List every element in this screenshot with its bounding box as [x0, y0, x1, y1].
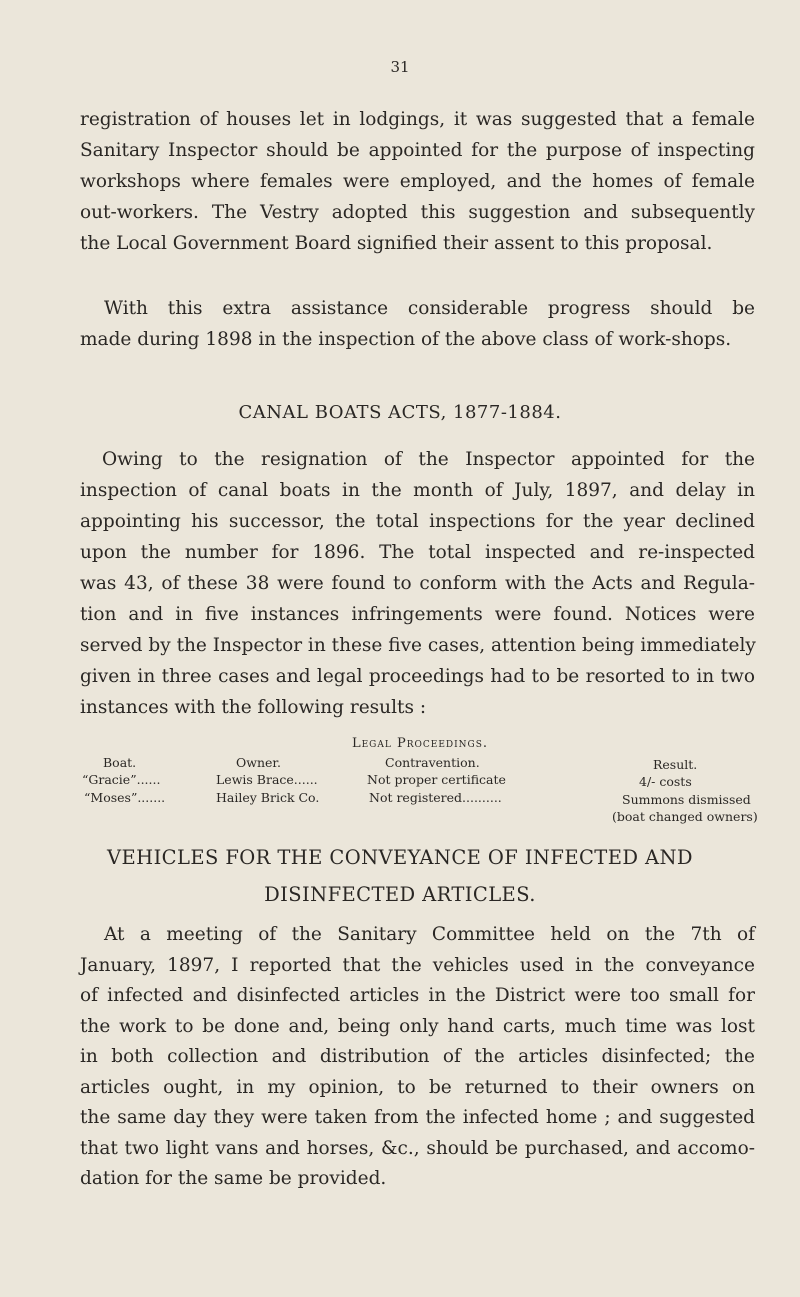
cell-result-note: (boat changed owners)	[612, 809, 758, 824]
cell-contravention: Not proper certificate	[367, 772, 506, 787]
text-line: appointing his successor, the total inspections for the year declined	[80, 511, 755, 532]
cell-result: Summons dismissed	[622, 792, 751, 807]
text-line: Owing to the resignation of the Inspector appointed for the	[102, 449, 755, 470]
text-line: registration of houses let in lodgings, it was suggested that a female	[80, 109, 755, 130]
cell-result: 4/- costs	[639, 774, 692, 789]
text-line: the Local Government Board signified their assent to this proposal.	[80, 233, 713, 254]
text-line: the work to be done and, being only hand carts, much time was lost	[80, 1015, 755, 1037]
text-line: articles ought, in my opinion, to be returned to their owners on	[80, 1076, 755, 1098]
text-line: At a meeting of the Sanitary Committee held on the 7th of	[104, 924, 755, 945]
text-line: inspection of canal boats in the month of July, 1897, and delay in	[80, 480, 755, 501]
text-line: the same day they were taken from the infected home ; and suggested	[80, 1107, 755, 1128]
text-line: January, 1897, I reported that the vehicles used in the conveyance	[80, 954, 755, 976]
table-title: Legal Proceedings.	[351, 736, 489, 751]
text-line: Sanitary Inspector should be appointed for the purpose of inspecting	[80, 140, 755, 161]
column-header-boat: Boat.	[103, 755, 137, 770]
paragraph-extra-assistance	[80, 293, 755, 355]
paragraph-vehicles	[80, 920, 755, 1195]
cell-owner: Lewis Brace......	[216, 772, 318, 787]
text-line: in both collection and distribution of the articles disinfected; the	[80, 1046, 755, 1067]
cell-contravention: Not registered..........	[369, 790, 502, 805]
text-line: of infected and disinfected articles in the District were too small for	[80, 985, 755, 1006]
text-line: out-workers. The Vestry adopted this suggestion and subsequently	[80, 202, 755, 223]
column-header-contravention: Contravention.	[385, 755, 480, 770]
paragraph-lodgings	[80, 104, 755, 259]
text-line: was 43, of these 38 were found to conform with the Acts and Regula-	[80, 573, 755, 594]
text-line: dation for the same be provided.	[80, 1168, 387, 1189]
text-line: instances with the following results :	[80, 697, 427, 718]
cell-owner: Hailey Brick Co.	[216, 790, 320, 805]
text-line: upon the number for 1896. The total inspected and re-inspected	[80, 542, 755, 563]
heading-vehicles-line-2: DISINFECTED ARTICLES.	[264, 883, 536, 906]
column-header-owner: Owner.	[236, 755, 281, 770]
paragraph-canal-boats	[80, 444, 755, 723]
text-line: tion and in five instances infringements were found. Notices were	[80, 604, 755, 625]
heading-vehicles-line-1: VEHICLES FOR THE CONVEYANCE OF INFECTED AND	[107, 846, 693, 869]
text-line: given in three cases and legal proceedings had to be resorted to in two	[80, 666, 755, 687]
page-number: 31	[390, 58, 410, 76]
text-line: served by the Inspector in these five cases, attention being immediately	[80, 635, 756, 656]
heading-canal-boats: CANAL BOATS ACTS, 1877-1884.	[238, 402, 562, 423]
cell-boat: “Gracie”......	[82, 772, 161, 787]
cell-boat: “Moses”.......	[84, 790, 166, 805]
text-line: that two light vans and horses, &c., should be purchased, and accomo-	[80, 1137, 755, 1159]
text-line: made during 1898 in the inspection of the above class of work-shops.	[80, 329, 732, 350]
text-line: With this extra assistance considerable progress should be	[104, 298, 755, 319]
text-line: workshops where females were employed, and the homes of female	[80, 171, 755, 192]
column-header-result: Result.	[653, 757, 698, 772]
